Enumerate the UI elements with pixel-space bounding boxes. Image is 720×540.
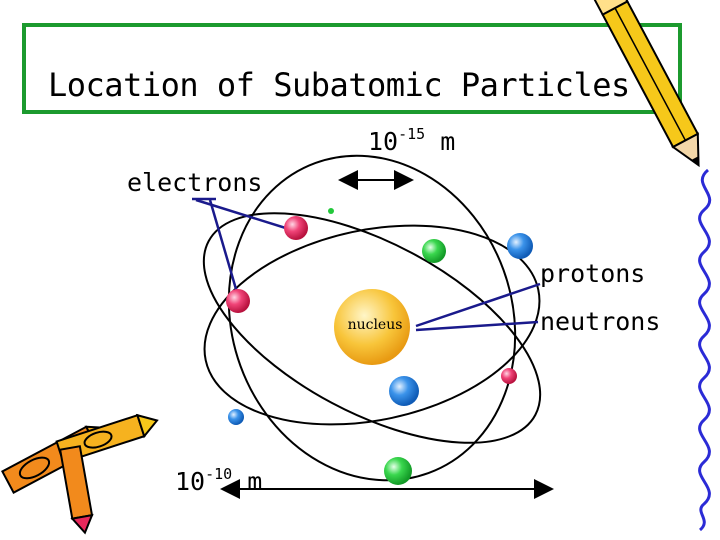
pencil-icon [594,0,711,172]
neutrons-label: neutrons [540,307,661,336]
protons-label: protons [540,259,646,288]
electron-particle [284,216,308,240]
electrons-label: electrons [127,168,263,197]
squiggle-border [700,170,710,530]
electron-particle [226,289,250,313]
protons-pointer [416,284,540,326]
blue-particle [228,409,244,425]
green-particle [422,239,446,263]
electron-pointer-left [210,200,238,296]
electron-particle [501,368,517,384]
green-particle [384,457,412,485]
nucleus-label: nucleus [347,317,403,333]
page-title: Location of Subatomic Particles [48,66,630,104]
green-particle [328,208,334,214]
neutrons-pointer [416,322,538,330]
crayons-icon [2,410,160,534]
blue-particle [389,376,419,406]
blue-particle [507,233,533,259]
nucleus-scale-label: $10^{-15}$ m [368,125,456,156]
atom-scale-label: $10^{-10}$ m [175,465,263,496]
